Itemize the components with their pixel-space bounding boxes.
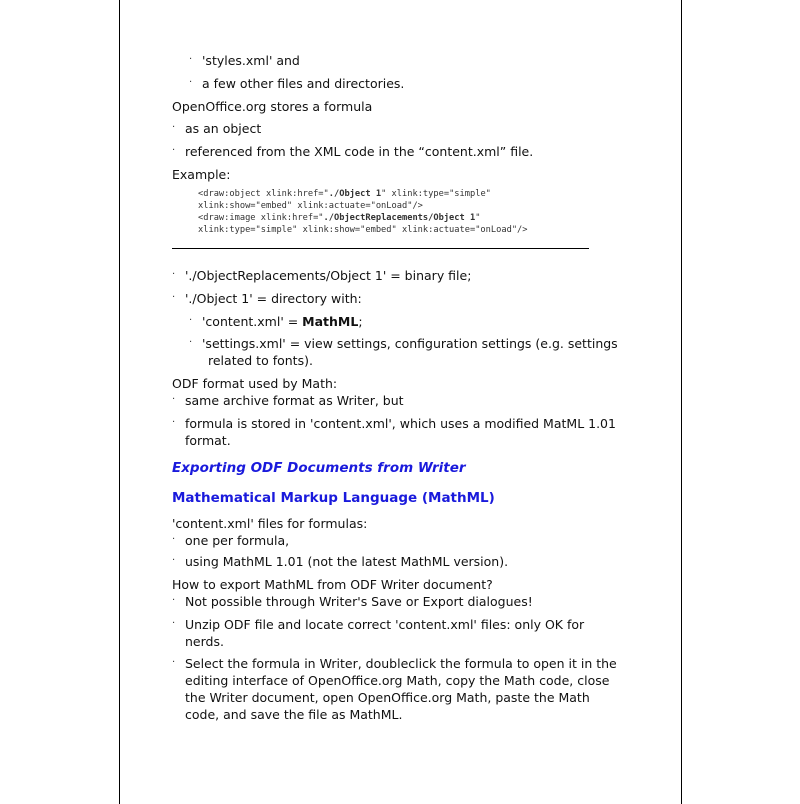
bullet-icon: · bbox=[172, 595, 176, 606]
bullet-icon: · bbox=[172, 618, 176, 629]
list-item: · 'settings.xml' = view settings, configuration settings (e.g. settings related to fonts). bbox=[189, 336, 618, 368]
paragraph: 'content.xml' files for formulas: bbox=[172, 516, 368, 531]
bullet-icon: · bbox=[172, 145, 176, 156]
paragraph: ODF format used by Math: bbox=[172, 376, 338, 391]
bullet-icon: · bbox=[172, 534, 176, 545]
bullet-icon: · bbox=[172, 122, 176, 133]
bullet-icon: · bbox=[172, 394, 176, 405]
bullet-icon: · bbox=[172, 555, 176, 566]
list-item: · Not possible through Writer's Save or Export dialogues! bbox=[172, 594, 533, 609]
bullet-icon: · bbox=[172, 269, 176, 280]
bullet-icon: · bbox=[172, 417, 176, 428]
list-item: · Unzip ODF file and locate correct 'content.xml' files: only OK for nerds. bbox=[172, 617, 585, 649]
bullet-icon: · bbox=[172, 657, 176, 668]
list-item: · a few other files and directories. bbox=[189, 76, 405, 91]
bullet-icon: · bbox=[189, 315, 193, 326]
bullet-icon: · bbox=[189, 337, 193, 348]
paragraph: Example: bbox=[172, 167, 231, 182]
list-item: · 'content.xml' = MathML; bbox=[189, 314, 363, 329]
document-page bbox=[119, 0, 682, 804]
paragraph: How to export MathML from ODF Writer document? bbox=[172, 577, 493, 592]
code-block: <draw:object xlink:href="./Object 1" xlink:type="simple" xlink:show="embed" xlink:actuate="onLoad"/> <draw:image xlink:href="./ObjectReplacements/Object 1" xlink:type="simple" xlink:show="embed" xlink:actuate="onLoad"/> bbox=[198, 189, 528, 235]
bullet-icon: · bbox=[172, 292, 176, 303]
list-item: · as an object bbox=[172, 121, 262, 136]
list-item: · './Object 1' = directory with: bbox=[172, 291, 362, 306]
list-item: · referenced from the XML code in the “content.xml” file. bbox=[172, 144, 534, 159]
bullet-icon: · bbox=[189, 77, 193, 88]
list-item: · same archive format as Writer, but bbox=[172, 393, 404, 408]
list-item: · one per formula, bbox=[172, 533, 290, 548]
list-item: · using MathML 1.01 (not the latest MathML version). bbox=[172, 554, 509, 569]
list-item: · 'styles.xml' and bbox=[189, 53, 300, 68]
section-heading: Mathematical Markup Language (MathML) bbox=[172, 490, 495, 506]
paragraph: OpenOffice.org stores a formula bbox=[172, 99, 373, 114]
section-heading: Exporting ODF Documents from Writer bbox=[172, 460, 466, 476]
list-item: · './ObjectReplacements/Object 1' = binary file; bbox=[172, 268, 472, 283]
list-item: · Select the formula in Writer, doubleclick the formula to open it in the editing interface of OpenOffice.org Math, copy the Math code, close the Writer document, open OpenOffice.org Math, paste the Math code, and save the file as MathML. bbox=[172, 656, 617, 722]
bullet-icon: · bbox=[189, 54, 193, 65]
horizontal-rule bbox=[172, 248, 589, 249]
list-item: · formula is stored in 'content.xml', which uses a modified MatML 1.01 format. bbox=[172, 416, 616, 448]
